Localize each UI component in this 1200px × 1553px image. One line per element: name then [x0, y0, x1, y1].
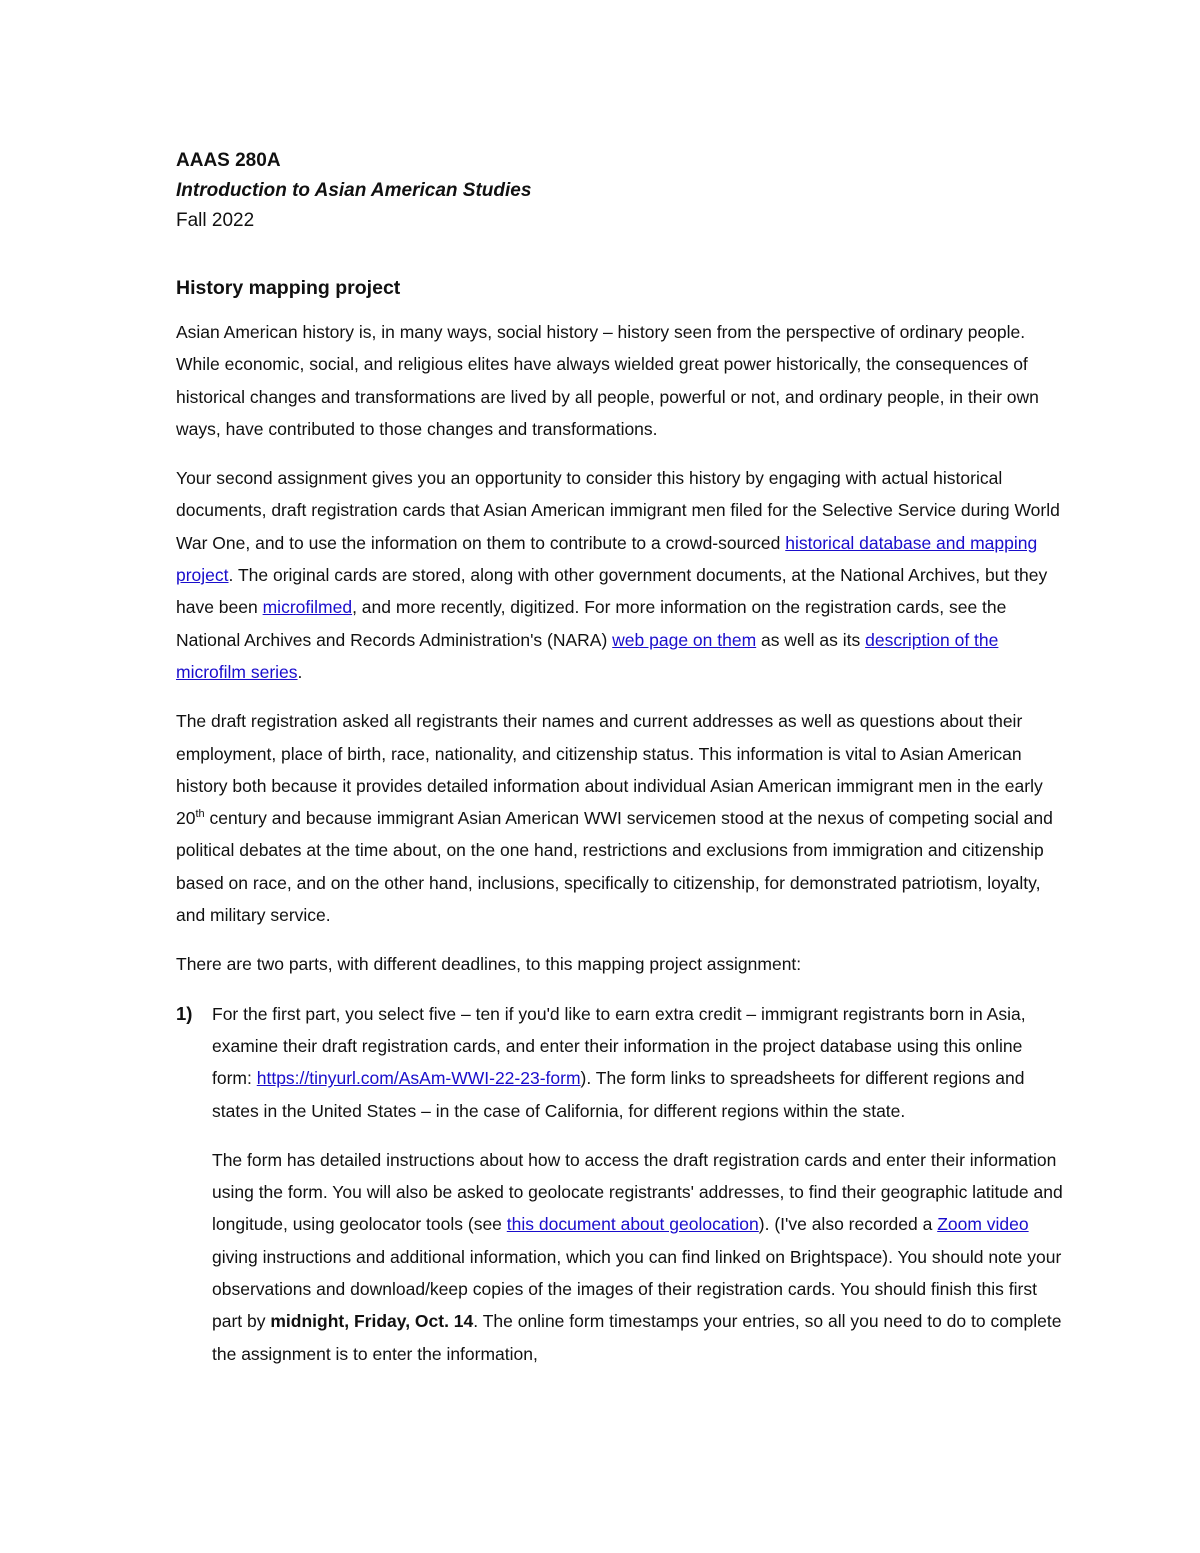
paragraph-text: For the first part, you select five – ten if you'd like to earn extra credit – immigrant registrants born in Asia, examine their draft registration cards, and enter their information in the project database using this online form:: [212, 1003, 1026, 1089]
list-item-body: [212, 998, 1066, 1387]
course-term: Fall 2022: [176, 210, 255, 231]
paragraph-draft-registration: [176, 705, 1066, 931]
geolocation-document-link[interactable]: this document about geolocation: [506, 1214, 759, 1235]
paragraph-text: The draft registration asked all registrants their names and current addresses as well as questions about their employment, place of birth, race, nationality, and citizenship status. This information is vital to Asian American history both because it provides detailed information about individual Asian American immigrant men in the early 20: [176, 711, 1043, 829]
superscript-th: th: [195, 808, 205, 821]
paragraph-text: ). (I've also recorded a: [758, 1214, 938, 1235]
document-page: [176, 146, 1066, 1387]
deadline-text: midnight, Friday, Oct. 14: [270, 1311, 474, 1332]
paragraph-text: century and because immigrant Asian American WWI servicemen stood at the nexus of competing social and political debates at the time about, on the one hand, restrictions and exclusions from immigration and citizenship based on race, and on the other hand, inclusions, specifically to citizenship, for demonstrated patriotism, loyalty, and military service.: [176, 808, 1053, 926]
historical-database-link[interactable]: historical database and mapping project: [176, 532, 1038, 586]
paragraph-text: Your second assignment gives you an opportunity to consider this history by engaging with actual historical documents, draft registration cards that Asian American immigrant men filed for the Selective Service during World War One, and to use the information on them to contribute to a crowd-sourced: [176, 468, 1060, 553]
zoom-video-link[interactable]: Zoom video: [937, 1214, 1029, 1235]
paragraph-intro: Asian American history is, in many ways, social history – history seen from the perspective of ordinary people. While economic, social, and religious elites have always wielded great power historically, the consequences of historical changes and transformations are lived by all people, powerful or not, and ordinary people, in their own ways, have contributed to those changes and transformations.: [176, 322, 1039, 439]
online-form-link[interactable]: https://tinyurl.com/AsAm-WWI-22-23-form: [256, 1068, 581, 1089]
list-item-part-one: [176, 998, 1066, 1387]
microfilm-series-link[interactable]: description of the microfilm series: [176, 629, 999, 682]
course-code: AAAS 280A: [176, 150, 281, 171]
microfilmed-link[interactable]: microfilmed: [262, 597, 353, 618]
part-one-paragraph: [212, 998, 1066, 1127]
paragraph-text: .: [297, 661, 303, 682]
nara-web-page-link[interactable]: web page on them: [612, 629, 757, 650]
list-number: 1): [176, 1002, 193, 1024]
paragraph-assignment: [176, 462, 1066, 688]
paragraph-text: The form has detailed instructions about how to access the draft registration cards and enter their information using the form. You will also be asked to geolocate registrants' addresses, to find their geographic latitude and longitude, using geolocator tools (see: [212, 1149, 1063, 1235]
course-title: Introduction to Asian American Studies: [176, 180, 532, 201]
part-one-instructions-paragraph: [212, 1144, 1066, 1370]
paragraph-two-parts: There are two parts, with different deadlines, to this mapping project assignment:: [176, 954, 802, 975]
paragraph-text: giving instructions and additional information, which you can find linked on Brightspace). You should note your observations and download/keep copies of the images of their registration cards. You should finish this first part by: [212, 1246, 1062, 1332]
paragraph-text: . The online form timestamps your entries, so all you need to do to complete the assignment is to enter the information,: [212, 1311, 1062, 1364]
paragraph-text: ). The form links to spreadsheets for different regions and states in the United States – in the case of California, for different regions within the state.: [212, 1068, 1025, 1121]
section-heading: History mapping project: [176, 277, 401, 299]
paragraph-text: , and more recently, digitized. For more information on the registration cards, see the National Archives and Records Administration's (NARA): [176, 597, 1007, 650]
paragraph-text: as well as its: [756, 629, 866, 650]
paragraph-text: . The original cards are stored, along with other government documents, at the National Archives, but they have been: [176, 565, 1048, 618]
